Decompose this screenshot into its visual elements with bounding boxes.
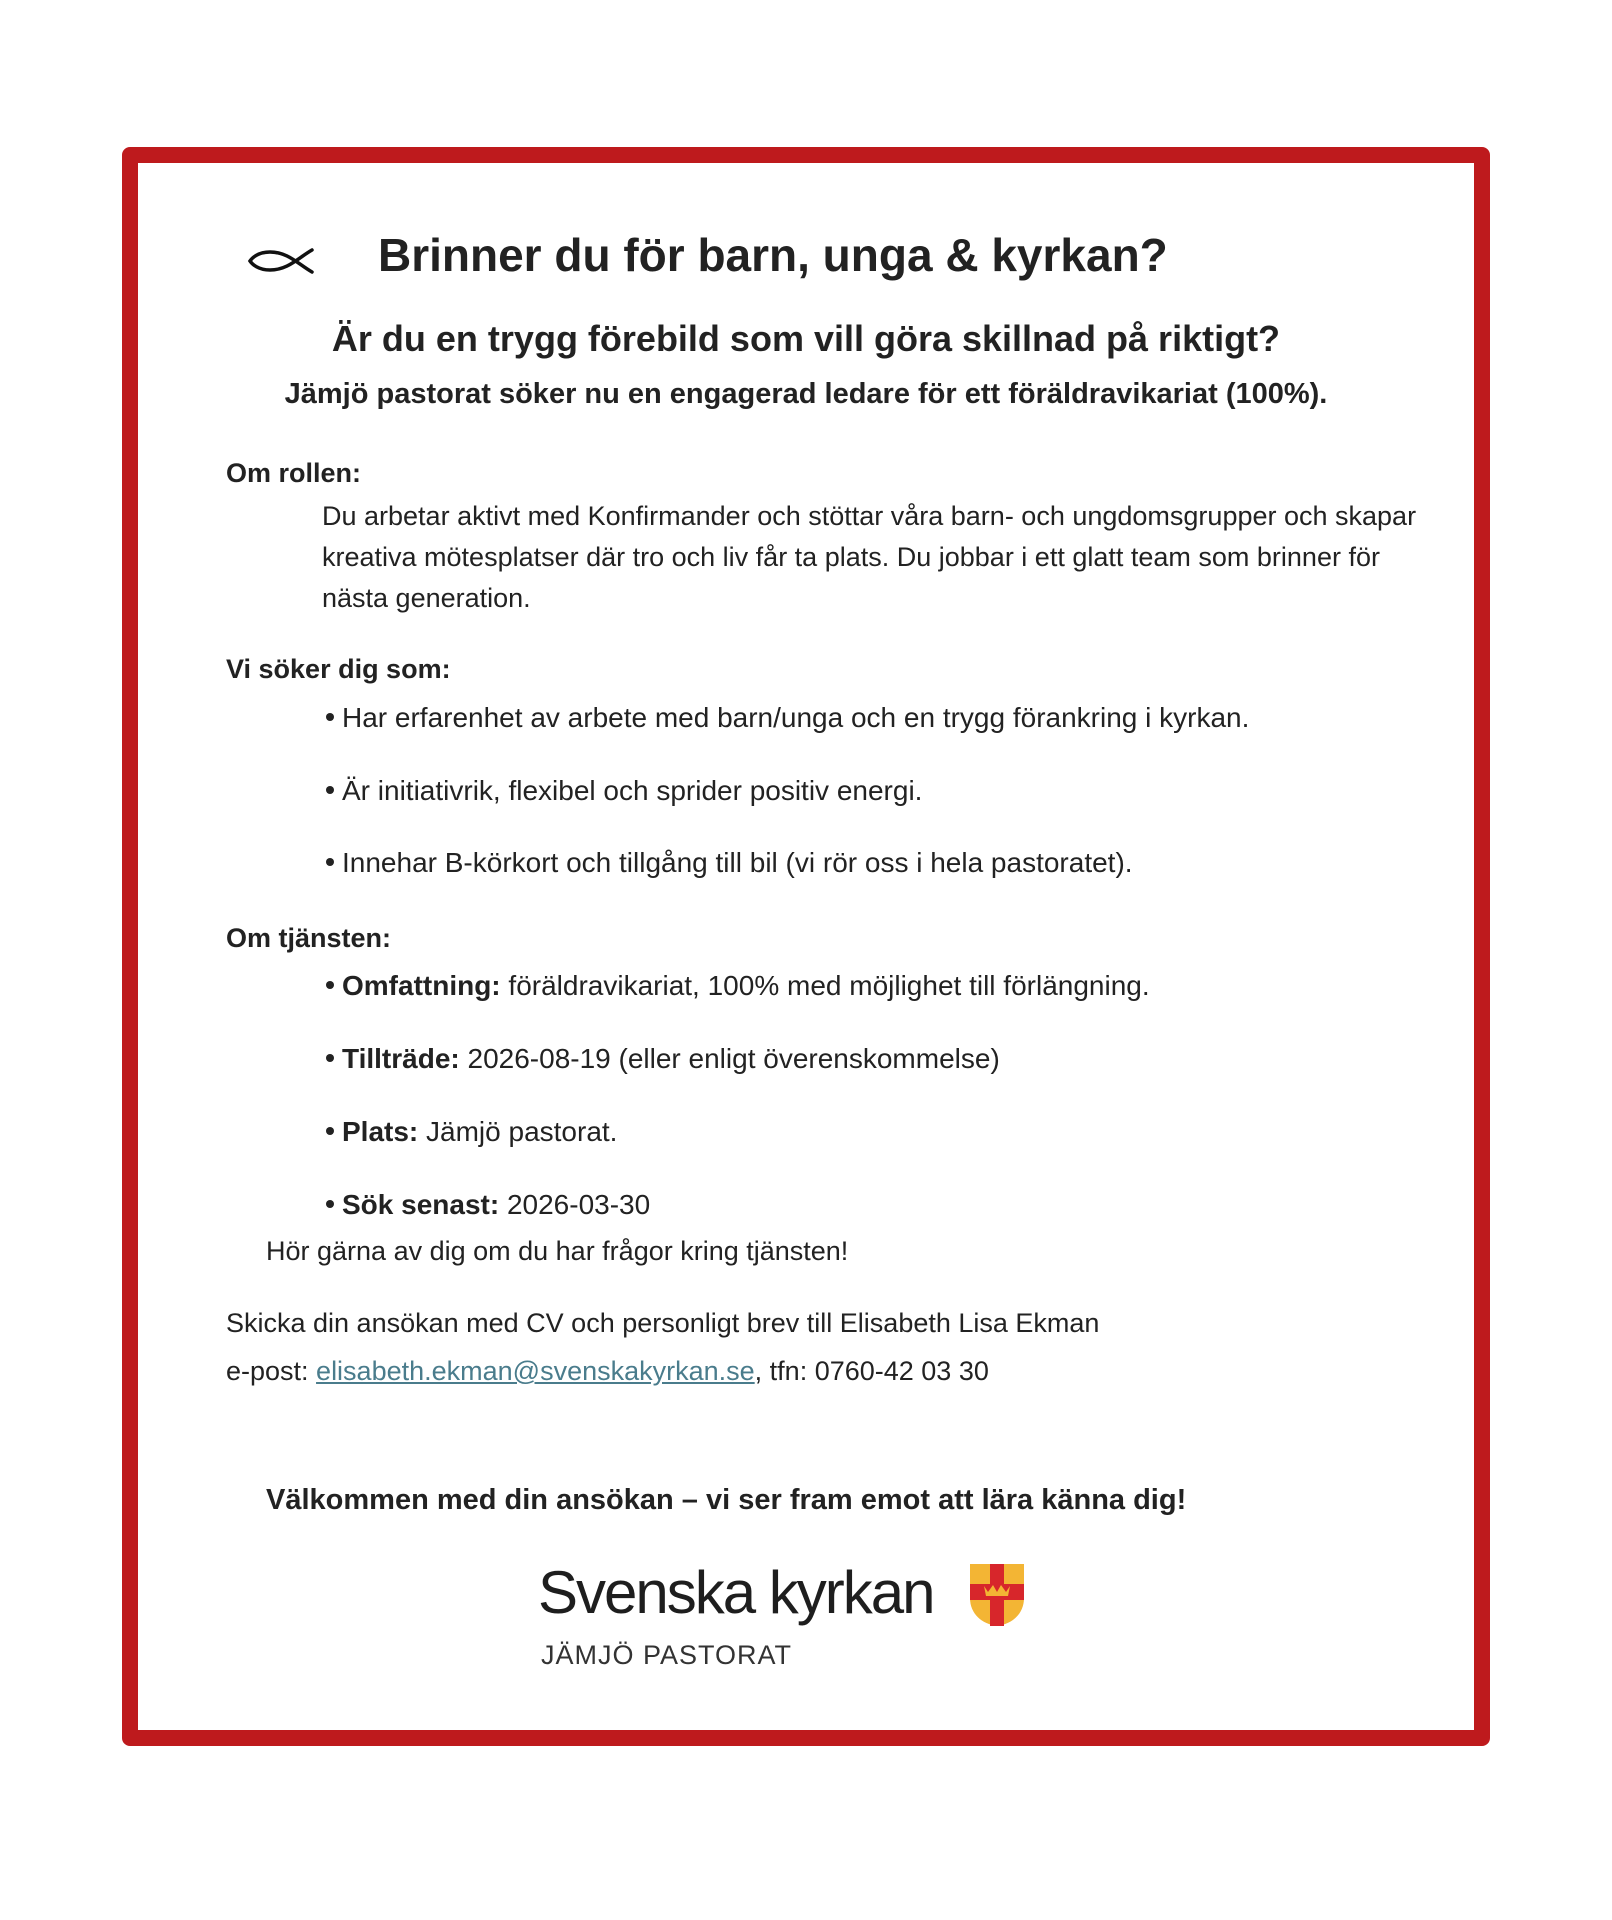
seeking-heading: Vi söker dig som: bbox=[226, 654, 451, 684]
bullet-icon bbox=[326, 1127, 334, 1135]
email-link[interactable]: elisabeth.ekman@svenskakyrkan.se bbox=[316, 1356, 755, 1386]
seeking-item: Har erfarenhet av arbete med barn/unga och en trygg förankring i kyrkan. bbox=[322, 702, 1249, 734]
bullet-icon bbox=[326, 1200, 334, 1208]
service-item: Omfattning: föräldravikariat, 100% med möjlighet till förlängning. bbox=[322, 970, 1150, 1002]
church-shield-crown-icon bbox=[968, 1562, 1026, 1628]
phone-number: 0760-42 03 30 bbox=[814, 1356, 989, 1386]
contact-details: e-post: elisabeth.ekman@svenskakyrkan.se, tfn: 0760-42 03 30 bbox=[226, 1356, 989, 1386]
seeking-item: Är initiativrik, flexibel och sprider positiv energi. bbox=[322, 775, 922, 807]
contact-line: Skicka din ansökan med CV och personligt brev till Elisabeth Lisa Ekman bbox=[226, 1308, 1100, 1338]
questions-note: Hör gärna av dig om du har frågor kring tjänsten! bbox=[266, 1236, 849, 1266]
service-item: Tillträde: 2026-08-19 (eller enligt överenskommelse) bbox=[322, 1043, 1000, 1075]
bullet-icon bbox=[326, 713, 334, 721]
role-description: Du arbetar aktivt med Konfirmander och stöttar våra barn- och ungdomsgrupper och skapar kreativa mötesplatser där tro och liv får ta plats. Du jobbar i ett glatt team som brinner för nästa generation. bbox=[322, 501, 1417, 613]
logo-wordmark: Svenska kyrkan bbox=[538, 1559, 934, 1626]
intro-line: Jämjö pastorat söker nu en engagerad ledare för ett föräldravikariat (100%). bbox=[284, 378, 1328, 410]
seeking-item: Innehar B-körkort och tillgång till bil (vi rör oss i hela pastoratet). bbox=[322, 847, 1133, 879]
bullet-icon bbox=[326, 858, 334, 866]
ichthys-fish-icon bbox=[248, 246, 316, 276]
service-heading: Om tjänsten: bbox=[226, 923, 392, 953]
service-item: Plats: Jämjö pastorat. bbox=[322, 1116, 617, 1148]
service-item: Sök senast: 2026-03-30 bbox=[322, 1189, 650, 1221]
role-heading: Om rollen: bbox=[226, 458, 362, 488]
closing-message: Välkommen med din ansökan – vi ser fram emot att lära känna dig! bbox=[266, 1484, 1187, 1516]
logo-subtitle: JÄMJÖ PASTORAT bbox=[541, 1640, 793, 1670]
page-title: Brinner du för barn, unga & kyrkan? bbox=[378, 229, 1168, 281]
bullet-icon bbox=[326, 1054, 334, 1062]
subtitle: Är du en trygg förebild som vill göra skillnad på riktigt? bbox=[331, 318, 1281, 359]
bullet-icon bbox=[326, 981, 334, 989]
bullet-icon bbox=[326, 786, 334, 794]
